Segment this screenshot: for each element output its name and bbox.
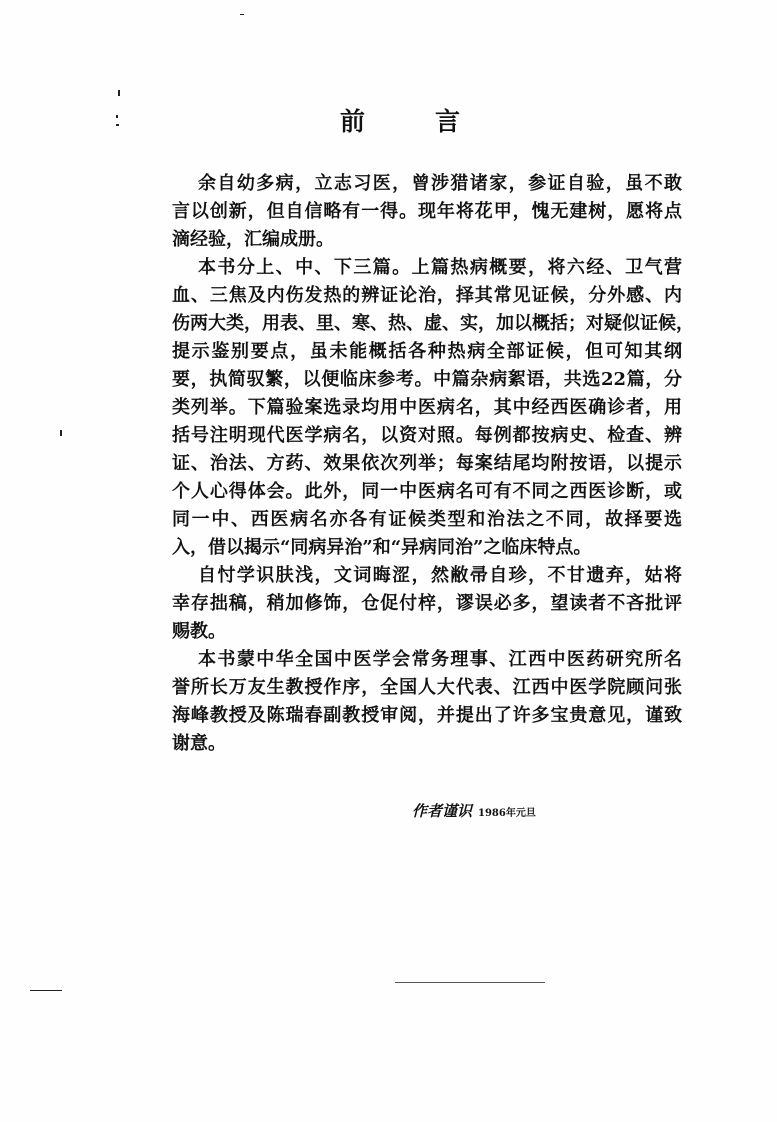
scan-mark bbox=[395, 982, 545, 983]
text-line: 言以创新，但自信略有一得。现年将花甲，愧无建树，愿将点 bbox=[172, 201, 682, 222]
text-line: 括号注明现代医学病名，以资对照。每例都按病史、检查、辨 bbox=[172, 425, 682, 446]
scan-mark bbox=[116, 124, 119, 126]
text-line: 要，执简驭繁，以便临床参考。中篇杂病絮语，共选22篇，分 bbox=[172, 369, 682, 390]
text-line: 赐教。 bbox=[172, 621, 226, 642]
signature bbox=[412, 800, 536, 821]
scan-mark bbox=[30, 990, 62, 991]
text-line: 滴经验，汇编成册。 bbox=[172, 229, 334, 250]
text-line: 伤两大类，用表、里、寒、热、虚、实，加以概括；对疑似证候， bbox=[172, 313, 694, 334]
scan-mark bbox=[116, 115, 118, 118]
text-line: 个人心得体会。此外，同一中医病名可有不同之西医诊断，或 bbox=[172, 481, 682, 502]
text-line: 血、三焦及内伤发热的辨证论治，择其常见证候，分外感、内 bbox=[172, 285, 682, 306]
signature-author: 作者谨识 bbox=[412, 802, 473, 820]
title-char: 前 bbox=[340, 107, 366, 136]
scan-mark bbox=[118, 90, 120, 96]
text-line: 幸存拙稿，稍加修饰，仓促付梓，谬误必多，望读者不吝批评 bbox=[172, 593, 682, 614]
text-line: 自忖学识肤浅，文词晦涩，然敝帚自珍，不甘遗弃，姑将 bbox=[198, 565, 682, 586]
text-line: 誉所长万友生教授作序，全国人大代表、江西中医学院顾问张 bbox=[172, 677, 682, 698]
text-line: 本书分上、中、下三篇。上篇热病概要，将六经、卫气营 bbox=[198, 257, 682, 278]
text-line: 谢意。 bbox=[172, 733, 226, 754]
page-title bbox=[340, 102, 460, 138]
text-line: 余自幼多病，立志习医，曾涉猎诸家，参证自验，虽不敢 bbox=[198, 173, 682, 194]
text-line: 入，借以揭示“同病异治”和“异病同治”之临床特点。 bbox=[172, 537, 592, 558]
signature-date: 1986年元旦 bbox=[478, 808, 536, 819]
text-line: 海峰教授及陈瑞春副教授审阅，并提出了许多宝贵意见，谨致 bbox=[172, 705, 682, 726]
scan-mark bbox=[60, 430, 62, 436]
scan-mark bbox=[240, 14, 244, 15]
text-line: 证、治法、方药、效果依次列举；每案结尾均附按语，以提示 bbox=[172, 453, 682, 474]
preface-body bbox=[172, 170, 694, 758]
text-line: 本书蒙中华全国中医学会常务理事、江西中医药研究所名 bbox=[198, 649, 682, 670]
text-line: 提示鉴别要点，虽未能概括各种热病全部证候，但可知其纲 bbox=[172, 341, 682, 362]
text-line: 类列举。下篇验案选录均用中医病名，其中经西医确诊者，用 bbox=[172, 397, 682, 418]
text-line: 同一中、西医病名亦各有证候类型和治法之不同，故择要选 bbox=[172, 509, 682, 530]
title-char: 言 bbox=[434, 107, 460, 136]
